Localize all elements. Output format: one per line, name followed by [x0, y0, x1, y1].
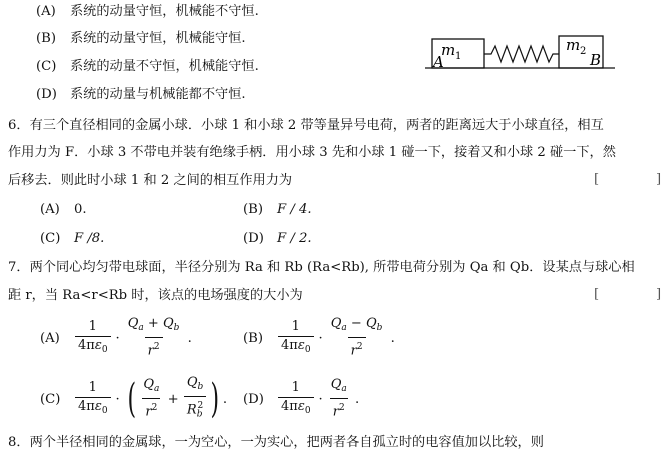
option-text: 系统的动量守恒，机械能不守恒.: [70, 4, 259, 19]
q5-option-a: [36, 3, 259, 21]
option-label: (B): [243, 330, 263, 346]
option-label: (B): [36, 31, 56, 46]
q7-option-c: (C) $\frac{1}{4\pi\varepsilon_0}$ · ( $\frac{Q_a}{r^2}$ + $\frac{Q_b}{R_b^2}$ ) .: [40, 375, 228, 422]
option-label: (A): [40, 202, 60, 217]
option-label: (C): [40, 391, 61, 407]
option-label: (D): [243, 231, 264, 246]
option-text: F / 2.: [277, 231, 312, 246]
q6-option-b: [243, 201, 312, 219]
option-label: (D): [36, 87, 57, 102]
option-text: 系统的动量与机械能都不守恒.: [70, 87, 246, 102]
m2-subscript: 2: [580, 46, 587, 57]
bracket-right: ]: [656, 172, 662, 187]
q6-option-c: [40, 230, 104, 248]
charge-fraction: $\frac{Q_a + Q_b}{r^2}$: [127, 316, 180, 359]
option-text: 系统的动量不守恒，机械能守恒.: [70, 59, 259, 74]
bracket-right: ]: [656, 287, 662, 302]
option-text: F /8.: [74, 231, 105, 246]
q6-line-3: 后移去．则此时小球 1 和 2 之间的相互作用力为: [8, 173, 293, 188]
option-label: (A): [36, 4, 56, 19]
option-label: (C): [36, 59, 57, 74]
bracket-left: [: [594, 287, 600, 302]
option-label: (C): [40, 231, 61, 246]
m1-label: m: [441, 41, 456, 59]
q6-answer-bracket[interactable]: [594, 172, 672, 190]
q6-option-a: [40, 201, 87, 219]
q8-line-1: 8．两个半径相同的金属球，一为空心，一为实心，把两者各自孤立时的电容值加以比较，则: [8, 435, 544, 450]
point-b-label: B: [590, 51, 602, 69]
q7-answer-bracket[interactable]: [594, 287, 672, 305]
right-paren: ): [210, 376, 220, 422]
m2-label: m: [566, 36, 581, 54]
q5-option-c: [36, 58, 259, 76]
charge-fraction-a: $\frac{Q_a}{r^2}$: [143, 377, 160, 420]
q6-line-1: 6．有三个直径相同的金属小球．小球 1 和小球 2 带等量异号电荷，两者的距离远大于小球直径，相互: [8, 118, 604, 133]
q5-option-b: [36, 30, 246, 48]
option-label: (A): [40, 330, 60, 346]
option-text: 系统的动量守恒，机械能守恒.: [70, 31, 246, 46]
option-label: (D): [243, 391, 264, 407]
spring: [484, 46, 559, 62]
charge-fraction: $\frac{Q_a}{r^2}$: [330, 377, 347, 420]
q6-line-2: 作用力为 F．小球 3 不带电并装有绝缘手柄．用小球 3 先和小球 1 碰一下，接着又和小球 2 碰一下，然: [8, 145, 616, 160]
bracket-left: [: [594, 172, 600, 187]
point-a-label: A: [433, 53, 444, 71]
q7-option-a: (A) $\frac{1}{4\pi\varepsilon_0}$ · $\frac{Q_a + Q_b}{r^2}$ .: [40, 316, 192, 359]
coulomb-constant-fraction: $\frac{1}{4\pi\varepsilon_0}$: [278, 380, 314, 419]
charge-fraction-b: $\frac{Q_b}{R_b^2}$: [184, 375, 206, 422]
option-text: F / 4.: [277, 202, 312, 217]
q7-line-1: 7．两个同心均匀带电球面，半径分别为 Ra 和 Rb (Ra<Rb), 所带电荷分别为 Qa 和 Qb．设某点与球心相: [8, 260, 635, 275]
left-paren: (: [127, 376, 136, 422]
q7-option-d: (D) $\frac{1}{4\pi\varepsilon_0}$ · $\frac{Q_a}{r^2}$ .: [243, 377, 360, 420]
option-text: 0.: [74, 202, 87, 217]
spring-mass-figure: [425, 34, 615, 76]
q7-option-b: (B) $\frac{1}{4\pi\varepsilon_0}$ · $\frac{Q_a - Q_b}{r^2}$ .: [243, 316, 395, 359]
charge-fraction: $\frac{Q_a - Q_b}{r^2}$: [330, 316, 383, 359]
q7-line-2: 距 r，当 Ra<r<Rb 时，该点的电场强度的大小为: [8, 288, 303, 303]
m1-subscript: 1: [455, 51, 462, 62]
coulomb-constant-fraction: $\frac{1}{4\pi\varepsilon_0}$: [75, 319, 111, 358]
q6-option-d: [243, 230, 312, 248]
q5-option-d: [36, 86, 246, 104]
coulomb-constant-fraction: $\frac{1}{4\pi\varepsilon_0}$: [75, 380, 111, 419]
coulomb-constant-fraction: $\frac{1}{4\pi\varepsilon_0}$: [278, 319, 314, 358]
option-label: (B): [243, 202, 263, 217]
